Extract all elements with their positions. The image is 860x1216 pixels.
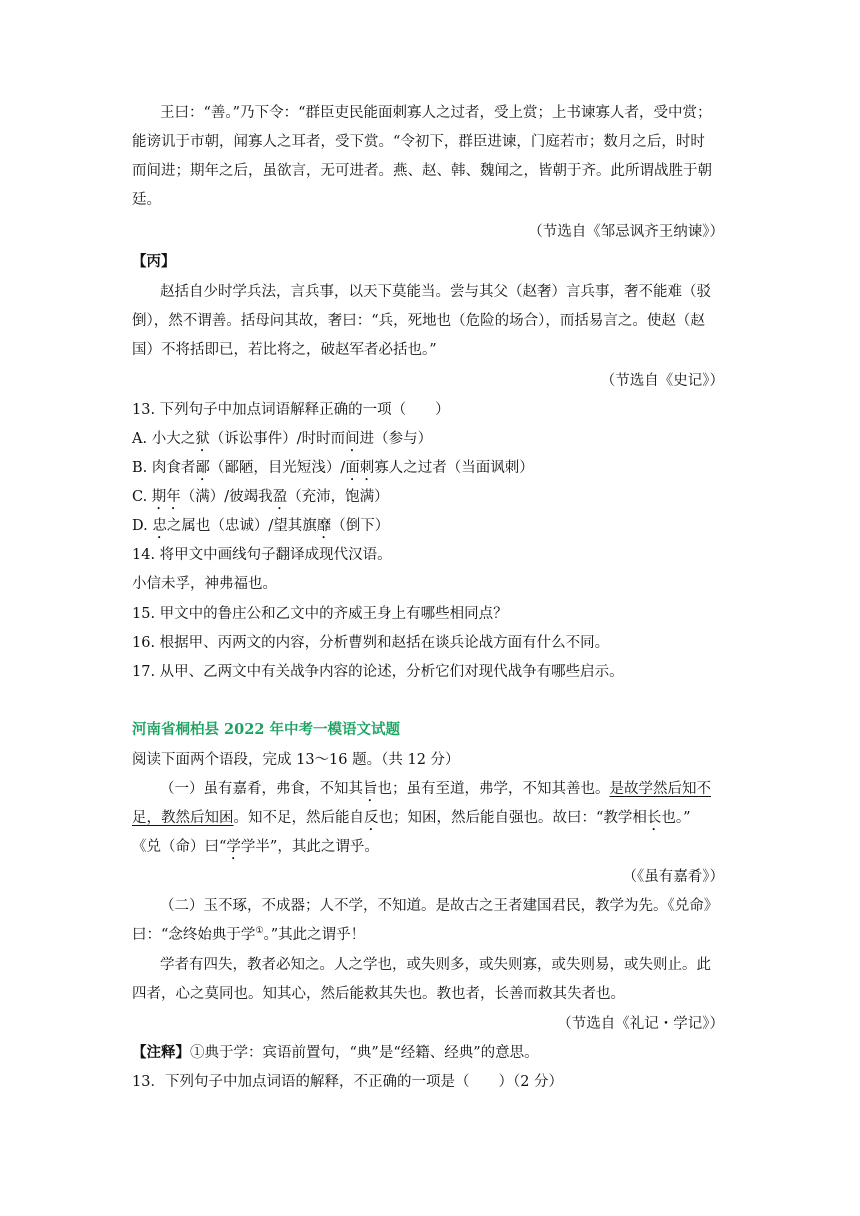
passage-line: 四者，心之莫同也。知其心，然后能救其失也。教也者，长善而救其失者也。 bbox=[132, 986, 625, 1002]
dotted-word: 盈 bbox=[272, 489, 288, 505]
question-15: 15. 甲文中的鲁庄公和乙文中的齐威王身上有哪些相同点？ bbox=[132, 606, 508, 622]
underlined-sentence: 是故学然后知不 bbox=[609, 781, 711, 797]
dotted-word: 长 bbox=[646, 810, 662, 826]
question-14: 14. 将甲文中画线句子翻译成现代汉语。 bbox=[132, 547, 392, 563]
reading-instruction: 阅读下面两个语段，完成 13～16 题。（共 12 分） bbox=[132, 752, 460, 768]
passage-line: 王曰：“善。”乃下令：“群臣吏民能面刺寡人之过者，受上赏；上书谏寡人者，受中赏； bbox=[160, 105, 712, 121]
note-text: ①典于学：宾语前置句，“典”是“经籍、经典”的意思。 bbox=[190, 1045, 539, 1061]
passage-line: （一）虽有嘉肴，弗食，不知其旨也；虽有至道，弗学，不知其善也。是故学然后知不 bbox=[160, 781, 711, 797]
source-citation: （《虽有嘉肴》） bbox=[622, 869, 724, 885]
note-label: 【注释】 bbox=[132, 1044, 190, 1061]
dotted-word: 反 bbox=[364, 810, 379, 826]
passage-line: （二）玉不琢，不成器；人不学，不知道。是故古之王者建国君民，教学为先。《兑命》 bbox=[160, 898, 719, 914]
question-13-section2: 13．下列句子中加点词语的解释，不正确的一项是（ ）（2 分） bbox=[132, 1074, 564, 1090]
underlined-sentence: 足，教然后知困 bbox=[132, 810, 234, 826]
source-citation: （节选自《邹忌讽齐王纳谏》） bbox=[528, 224, 724, 240]
dotted-word: 学 bbox=[226, 839, 241, 855]
question-17: 17. 从甲、乙两文中有关战争内容的论述，分析它们对现代战争有哪些启示。 bbox=[132, 664, 624, 680]
passage-line: 而间进；期年之后，虽欲言，无可进者。燕、赵、韩、魏闻之，皆朝于齐。此所谓战胜于朝 bbox=[132, 163, 712, 179]
annotation-note bbox=[132, 1043, 539, 1063]
passage-line: 赵括自少时学兵法，言兵事，以天下莫能当。尝与其父（赵奢）言兵事，奢不能难（驳 bbox=[160, 284, 711, 300]
question-13: 13. 下列句子中加点词语解释正确的一项（ ） bbox=[132, 402, 450, 418]
passage-line: 廷。 bbox=[132, 192, 161, 208]
question-14-sentence: 小信未孚，神弗福也。 bbox=[132, 576, 277, 592]
passage-line: 曰：“念终始典于学①。”其此之谓乎！ bbox=[132, 926, 366, 943]
dotted-word: 狱 bbox=[195, 431, 210, 447]
footnote-marker: ① bbox=[255, 926, 264, 937]
source-citation: （节选自《史记》） bbox=[600, 373, 724, 389]
dotted-word: 期年 bbox=[151, 489, 181, 505]
passage-line: 国）不将括即已，若比将之，破赵军者必括也。” bbox=[132, 342, 437, 358]
option-a: A. 小大之狱（诉讼事件）/时时而间进（参与） bbox=[132, 431, 433, 447]
dotted-word: 鄙 bbox=[195, 460, 210, 476]
dotted-word: 间 bbox=[345, 431, 360, 447]
passage-line: 倒），然不谓善。括母问其故，奢曰：“兵，死地也（危险的场合），而括易言之。使赵（赵 bbox=[132, 313, 705, 329]
passage-line: 能谤讥于市朝，闻寡人之耳者，受下赏。“令初下，群臣进谏，门庭若市；数月之后，时时 bbox=[132, 134, 705, 150]
dotted-word: 忠 bbox=[152, 518, 167, 534]
source-citation: （节选自《礼记・学记》） bbox=[557, 1016, 724, 1032]
section-heading-bing: 【丙】 bbox=[132, 253, 176, 270]
exam-source-title: 河南省桐柏县 2022 年中考一模语文试题 bbox=[132, 721, 400, 738]
option-b: B. 肉食者鄙（鄙陋，目光短浅）/面刺寡人之过者（当面讽刺） bbox=[132, 460, 534, 476]
option-d: D. 忠之属也（忠诚）/望其旗靡（倒下） bbox=[132, 518, 390, 534]
passage-line: 《兑（命）曰“学学半”，其此之谓乎。 bbox=[132, 839, 379, 855]
dotted-word: 旨 bbox=[363, 781, 378, 797]
passage-line: 足，教然后知困。知不足，然后能自反也；知困，然后能自强也。故曰：“教学相长也。” bbox=[132, 810, 691, 826]
passage-line: 学者有四失，教者必知之。人之学也，或失则多，或失则寡，或失则易，或失则止。此 bbox=[160, 957, 711, 973]
question-16: 16. 根据甲、丙两文的内容，分析曹刿和赵括在谈兵论战方面有什么不同。 bbox=[132, 635, 610, 651]
dotted-word: 面刺 bbox=[345, 460, 375, 476]
dotted-word: 靡 bbox=[316, 518, 332, 534]
option-c: C. 期年（满）/彼竭我盈（充沛，饱满） bbox=[132, 489, 389, 505]
